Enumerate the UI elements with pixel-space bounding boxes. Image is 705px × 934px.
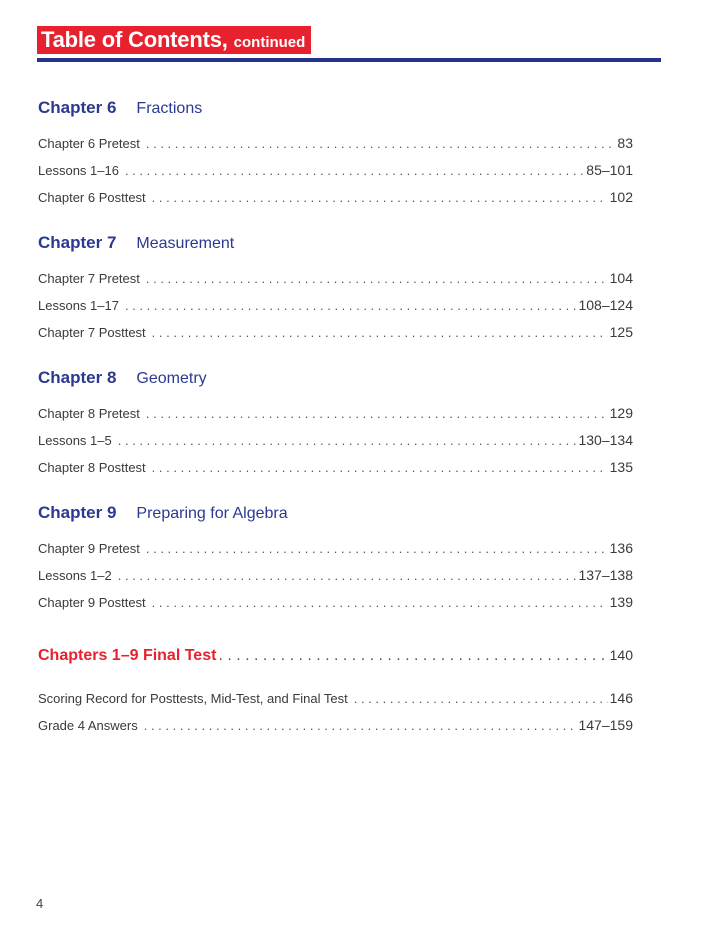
- dot-leader: [218, 642, 607, 670]
- chapter-name: Measurement: [136, 235, 235, 252]
- toc-entry[interactable]: [38, 427, 633, 454]
- toc-entry-page: 147–159: [578, 717, 633, 733]
- chapter-label: Chapter 8: [38, 368, 117, 387]
- dot-leader: [152, 319, 608, 346]
- toc-entry[interactable]: [38, 712, 633, 739]
- dot-leader: [354, 685, 608, 712]
- dot-leader: [146, 265, 608, 292]
- chapter-heading: [38, 98, 633, 124]
- dot-leader: [146, 400, 608, 427]
- chapter-heading: [38, 503, 633, 529]
- final-test-label: Chapters 1–9 Final Test: [38, 647, 217, 664]
- toc-entry[interactable]: [38, 319, 633, 346]
- toc-entry[interactable]: [38, 562, 633, 589]
- chapter-name: Geometry: [136, 370, 207, 387]
- header-divider: [37, 58, 661, 62]
- toc-entry-label: Lessons 1–2: [38, 568, 112, 583]
- toc-entry-label: Lessons 1–16: [38, 163, 119, 178]
- chapter-section: [38, 233, 633, 346]
- chapter-heading: [38, 368, 633, 394]
- toc-entry-page: 137–138: [578, 567, 633, 583]
- toc-entry-label: Chapter 9 Posttest: [38, 595, 146, 610]
- toc-entry-page: 129: [609, 405, 633, 421]
- final-test-entry[interactable]: [38, 641, 633, 669]
- chapter-section: [38, 368, 633, 481]
- chapter-heading: [38, 233, 633, 259]
- dot-leader: [125, 157, 584, 184]
- toc-entry-page: 83: [617, 135, 633, 151]
- page-title: Table of Contents,: [41, 27, 228, 52]
- toc-entry-label: Scoring Record for Posttests, Mid-Test, and Final Test: [38, 691, 348, 706]
- toc-entry[interactable]: [38, 292, 633, 319]
- chapter-label: Chapter 6: [38, 98, 117, 117]
- dot-leader: [146, 535, 608, 562]
- toc-entry-page: 130–134: [578, 432, 633, 448]
- page-title-banner: [37, 26, 311, 54]
- toc-entry[interactable]: [38, 685, 633, 712]
- toc-entry[interactable]: [38, 400, 633, 427]
- chapter-label: Chapter 9: [38, 503, 117, 522]
- toc-entry-page: 85–101: [586, 162, 633, 178]
- toc-entry-page: 146: [609, 690, 633, 706]
- chapter-section: [38, 503, 633, 616]
- toc-entry-page: 135: [609, 459, 633, 475]
- toc-entry[interactable]: [38, 157, 633, 184]
- toc-entry-label: Chapter 8 Posttest: [38, 460, 146, 475]
- dot-leader: [152, 589, 608, 616]
- toc-entry-label: Grade 4 Answers: [38, 718, 138, 733]
- toc-entry[interactable]: [38, 535, 633, 562]
- page-subtitle: continued: [233, 34, 306, 51]
- toc-entry-page: 136: [609, 540, 633, 556]
- toc-entry-label: Chapter 6 Posttest: [38, 190, 146, 205]
- chapter-name: Fractions: [136, 100, 203, 117]
- extras-section: [38, 685, 633, 739]
- dot-leader: [118, 427, 577, 454]
- dot-leader: [144, 712, 577, 739]
- toc-entry-page: 104: [609, 270, 633, 286]
- toc-entry-page: 125: [609, 324, 633, 340]
- chapter-label: Chapter 7: [38, 233, 117, 252]
- toc-entry-label: Chapter 7 Posttest: [38, 325, 146, 340]
- toc-entry[interactable]: [38, 589, 633, 616]
- page-number: 4: [36, 896, 44, 911]
- toc-entry[interactable]: [38, 454, 633, 481]
- chapter-name: Preparing for Algebra: [136, 505, 288, 522]
- final-test-section: [38, 641, 633, 669]
- toc-entry-page: 139: [609, 594, 633, 610]
- toc-entry-page: 102: [609, 189, 633, 205]
- toc-entry-label: Lessons 1–17: [38, 298, 119, 313]
- toc-entry-page: 108–124: [578, 297, 633, 313]
- chapter-section: [38, 98, 633, 211]
- toc-entry-label: Chapter 7 Pretest: [38, 271, 140, 286]
- toc-entry-label: Chapter 6 Pretest: [38, 136, 140, 151]
- toc-entry[interactable]: [38, 265, 633, 292]
- toc-entry[interactable]: [38, 184, 633, 211]
- dot-leader: [118, 562, 577, 589]
- toc-entry-label: Chapter 8 Pretest: [38, 406, 140, 421]
- dot-leader: [152, 184, 608, 211]
- dot-leader: [125, 292, 577, 319]
- dot-leader: [146, 130, 616, 157]
- toc-entry-label: Chapter 9 Pretest: [38, 541, 140, 556]
- dot-leader: [152, 454, 608, 481]
- final-test-page: 140: [609, 647, 633, 663]
- toc-entry-label: Lessons 1–5: [38, 433, 112, 448]
- toc-entry[interactable]: [38, 130, 633, 157]
